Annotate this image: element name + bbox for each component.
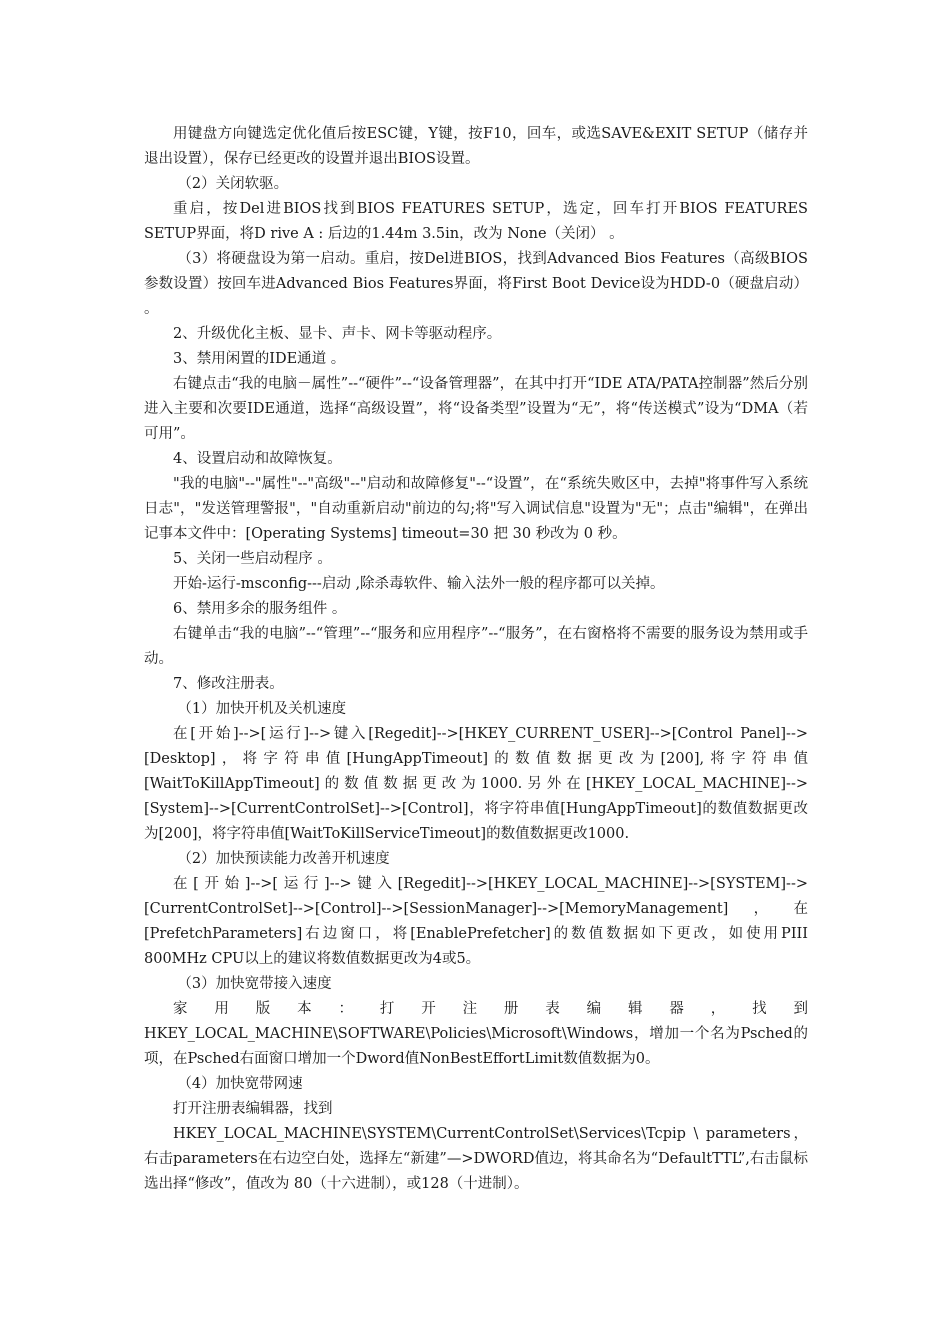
- paragraph-bios-save: 用键盘方向键选定优化值后按ESC键，Y键，按F10，回车，或选SAVE&EXIT SETUP（储存并退出设置），保存已经更改的设置并退出BIOS设置。: [144, 126, 808, 167]
- paragraph-defaultttl-steps: HKEY_LOCAL_MACHINE\SYSTEM\CurrentControlSet\Services\Tcpip \ parameters，右击parameters在右边空白处，选择左“新建”—>DWORD值边，将其命名为“DefaultTTL”,右击鼠标选出择“修改”，值改为 80（十六进制），或128（十进制）。: [144, 1126, 808, 1192]
- heading-disable-floppy: （2）关闭软驱。: [177, 176, 289, 192]
- paragraph-prefetch-steps: 在[开始]-->[运行]-->键入[Regedit]-->[HKEY_LOCAL_MACHINE]-->[SYSTEM]-->[CurrentControlSet]-->[Control]-->[SessionManager]-->[MemoryManagement]，在[PrefetchParameters]右边窗口，将[EnablePrefetcher]的数值数据如下更改，如使用PIII 800MHz CPU以上的建议将数值数据更改为4或5。: [144, 876, 808, 967]
- paragraph-broadband-access-steps: 家用版本：打开注册表编辑器，找到HKEY_LOCAL_MACHINE\SOFTWARE\Policies\Microsoft\Windows，增加一个名为Psched的项，在Psched右面窗口增加一个Dword值NonBestEffortLimit数值数据为0。: [144, 1001, 808, 1067]
- paragraph-services-steps: 右键单击“我的电脑”--“管理”--“服务和应用程序”--“服务”，在右窗格将不需要的服务设为禁用或手动。: [144, 626, 808, 667]
- heading-broadband-access: （3）加快宽带接入速度: [177, 976, 332, 992]
- heading-prefetch: （2）加快预读能力改善开机速度: [177, 851, 390, 867]
- heading-broadband-speed: （4）加快宽带网速: [177, 1076, 303, 1092]
- paragraph-hdd-first-boot: （3）将硬盘设为第一启动。重启，按Del进BIOS，找到Advanced Bios Features（高级BIOS参数设置）按回车进Advanced Bios Features界面，将First Boot Device设为HDD-0（硬盘启动） 。: [144, 251, 808, 317]
- heading-disable-startup-programs: 5、关闭一些启动程序 。: [173, 551, 332, 567]
- heading-update-drivers: 2、升级优化主板、显卡、声卡、网卡等驱动程序。: [173, 326, 502, 342]
- document-body: [144, 122, 808, 1197]
- paragraph-msconfig: 开始-运行-msconfig---启动 ,除杀毒软件、输入法外一般的程序都可以关掉。: [173, 576, 665, 592]
- heading-modify-registry: 7、修改注册表。: [173, 676, 284, 692]
- heading-speed-shutdown: （1）加快开机及关机速度: [177, 701, 347, 717]
- heading-disable-services: 6、禁用多余的服务组件 。: [173, 601, 347, 617]
- paragraph-speed-shutdown-steps: 在[开始]-->[运行]-->键入[Regedit]-->[HKEY_CURRENT_USER]-->[Control Panel]-->[Desktop]，将字符串值[HungAppTimeout]的数值数据更改为[200],将字符串值[WaitToKillAppTimeout]的数值数据更改为1000.另外在[HKEY_LOCAL_MACHINE]-->[System]-->[CurrentControlSet]-->[Control]，将字符串值[HungAppTimeout]的数值数据更改为[200]，将字符串值[WaitToKillServiceTimeout]的数值数据更改1000.: [144, 726, 808, 842]
- paragraph-open-regedit: 打开注册表编辑器，找到: [173, 1101, 333, 1117]
- heading-disable-ide: 3、禁用闲置的IDE通道 。: [173, 351, 346, 367]
- heading-startup-recovery: 4、设置启动和故障恢复。: [173, 451, 342, 467]
- paragraph-ide-steps: 右键点击“我的电脑－属性”--“硬件”--“设备管理器”，在其中打开“IDE ATA/PATA控制器”然后分别进入主要和次要IDE通道，选择“高级设置”，将“设备类型”设置为“无”，将“传送模式”设为“DMA（若可用”。: [144, 376, 808, 442]
- paragraph-startup-recovery-steps: "我的电脑"--"属性"--"高级"--"启动和故障修复"--“设置”，在“系统失败区中，去掉"将事件写入系统日志"，"发送管理警报"，"自动重新启动"前边的勾;将"写入调试信息"设置为"无"；点击"编辑"，在弹出记事本文件中：[Operating Systems] timeout=30 把 30 秒改为 0 秒。: [144, 476, 808, 542]
- paragraph-floppy-steps: 重启，按Del进BIOS找到BIOS FEATURES SETUP，选定，回车打开BIOS FEATURES SETUP界面，将D rive A : 后边的1.44m 3.5in，改为 None（关闭） 。: [144, 201, 808, 242]
